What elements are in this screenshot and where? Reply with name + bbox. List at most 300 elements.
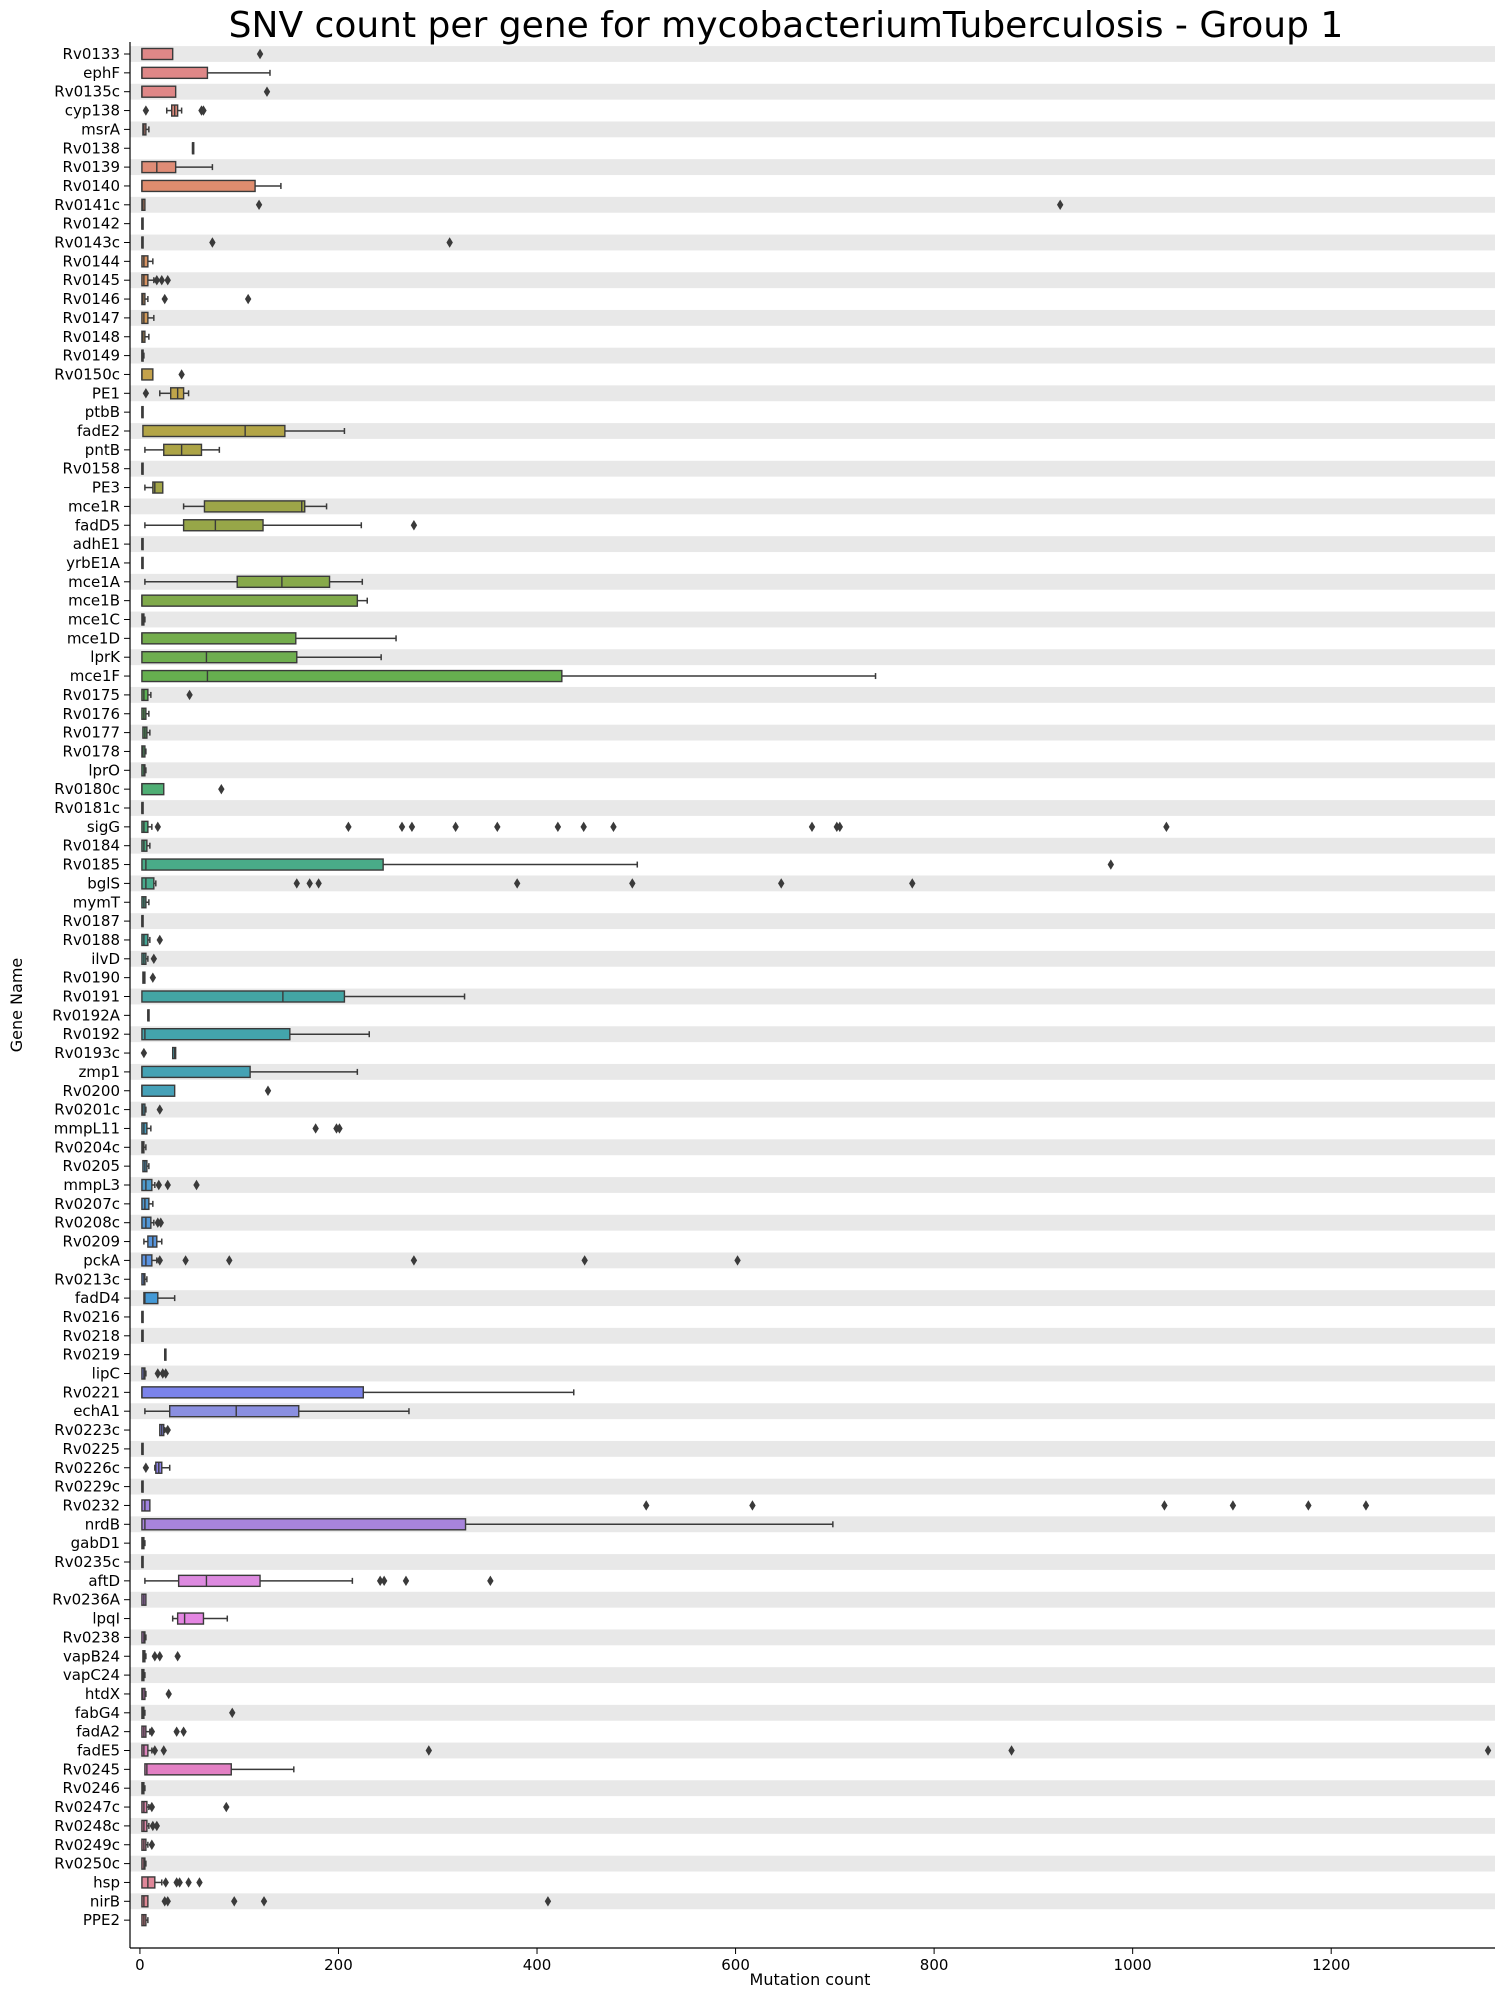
box-gabD1 bbox=[142, 1538, 145, 1549]
y-tick-label: fadA2 bbox=[76, 1722, 120, 1741]
outlier-point bbox=[487, 1576, 493, 1586]
box-iqr bbox=[142, 369, 153, 380]
outlier-point bbox=[223, 1802, 229, 1812]
box-Rv0146 bbox=[142, 294, 251, 305]
outlier-point bbox=[174, 1651, 180, 1661]
box-Rv0193c bbox=[141, 1048, 176, 1059]
outlier-point bbox=[196, 1877, 202, 1887]
outlier-point bbox=[610, 822, 616, 832]
box-Rv0229c bbox=[142, 1481, 143, 1492]
box-Rv0178 bbox=[142, 746, 146, 757]
y-tick-label: Rv0221 bbox=[62, 1383, 120, 1402]
box-Rv0223c bbox=[160, 1425, 171, 1436]
chart-title: SNV count per gene for mycobacteriumTuberculosis - Group 1 bbox=[228, 5, 1344, 46]
x-tick-label: 800 bbox=[919, 1956, 949, 1974]
y-tick-label: mce1B bbox=[68, 591, 120, 610]
y-tick-label: Rv0225 bbox=[62, 1439, 120, 1458]
outlier-point bbox=[809, 822, 815, 832]
row-band bbox=[130, 272, 1495, 288]
box-Rv0213c bbox=[142, 1274, 147, 1285]
y-tick-label: Rv0204c bbox=[54, 1138, 120, 1157]
outlier-point bbox=[345, 822, 351, 832]
outlier-point bbox=[1108, 859, 1114, 869]
box-Rv0144 bbox=[142, 256, 153, 267]
x-tick-label: 400 bbox=[522, 1956, 552, 1974]
box-iqr bbox=[142, 689, 148, 700]
row-band bbox=[130, 1667, 1495, 1683]
box-iqr bbox=[142, 784, 164, 795]
y-tick-label: mce1D bbox=[66, 629, 120, 648]
y-tick-label: yrbE1A bbox=[66, 553, 120, 572]
box-Rv0216 bbox=[142, 1311, 143, 1322]
y-tick-label: Rv0229c bbox=[54, 1477, 120, 1496]
box-Rv0236A bbox=[142, 1594, 146, 1605]
box-iqr bbox=[142, 821, 148, 832]
y-tick-label: Rv0219 bbox=[62, 1345, 120, 1364]
box-vapC24 bbox=[142, 1670, 145, 1681]
box-iqr bbox=[184, 520, 263, 531]
y-tick-label: Rv0144 bbox=[62, 252, 120, 271]
box-iqr bbox=[204, 501, 304, 512]
outlier-point bbox=[178, 369, 184, 379]
row-band bbox=[130, 536, 1495, 552]
box-Rv0190 bbox=[143, 972, 156, 983]
outlier-point bbox=[555, 822, 561, 832]
box-fadA2 bbox=[142, 1726, 187, 1737]
y-tick-label: adhE1 bbox=[72, 535, 120, 554]
row-band bbox=[130, 1177, 1495, 1193]
box-iqr bbox=[142, 652, 297, 663]
y-tick-label: hsp bbox=[93, 1873, 120, 1892]
box-mce1B bbox=[142, 595, 367, 606]
y-tick-label: cyp138 bbox=[64, 101, 120, 120]
y-tick-label: PE3 bbox=[91, 478, 120, 497]
outlier-point bbox=[149, 1840, 155, 1850]
box-iqr bbox=[237, 576, 329, 587]
outlier-point bbox=[403, 1576, 409, 1586]
row-band bbox=[130, 1328, 1495, 1344]
box-Rv0225 bbox=[142, 1443, 143, 1454]
y-tick-label: vapC24 bbox=[62, 1666, 120, 1685]
y-tick-label: Rv0148 bbox=[62, 327, 120, 346]
outlier-point bbox=[143, 105, 149, 115]
box-Rv0238 bbox=[142, 1632, 146, 1643]
y-tick-label: Rv0140 bbox=[62, 176, 120, 195]
y-tick-label: bglS bbox=[87, 874, 120, 893]
outlier-point bbox=[143, 1463, 149, 1473]
row-band bbox=[130, 1743, 1495, 1759]
y-tick-label: Rv0201c bbox=[54, 1100, 120, 1119]
box-yrbE1A bbox=[142, 557, 143, 568]
y-tick-label: nrdB bbox=[84, 1515, 120, 1534]
y-tick-label: mce1A bbox=[68, 572, 120, 591]
y-tick-label: Rv0143c bbox=[54, 233, 120, 252]
box-PPE2 bbox=[142, 1915, 148, 1926]
y-tick-label: Rv0188 bbox=[62, 930, 120, 949]
x-tick-label: 0 bbox=[135, 1956, 145, 1974]
row-band bbox=[130, 1592, 1495, 1608]
y-tick-label: Rv0147 bbox=[62, 308, 120, 327]
row-band bbox=[130, 498, 1495, 514]
box-iqr bbox=[142, 1066, 250, 1077]
y-tick-label: Rv0218 bbox=[62, 1326, 120, 1345]
y-tick-label: Rv0248c bbox=[54, 1816, 120, 1835]
x-tick-label: 1200 bbox=[1312, 1956, 1351, 1974]
y-tick-label: Rv0133 bbox=[62, 45, 120, 63]
outlier-point bbox=[749, 1500, 755, 1510]
y-tick-label: Rv0209 bbox=[62, 1232, 120, 1251]
box-iqr bbox=[142, 633, 296, 644]
box-sigG bbox=[142, 821, 1170, 832]
y-tick-label: Rv0158 bbox=[62, 459, 120, 478]
y-tick-label: Rv0139 bbox=[62, 158, 120, 177]
y-tick-label: PPE2 bbox=[82, 1911, 120, 1930]
y-tick-label: ilvD bbox=[91, 949, 120, 968]
outlier-point bbox=[265, 1086, 271, 1096]
box-iqr bbox=[142, 162, 176, 173]
box-mmpL11 bbox=[142, 1123, 343, 1134]
y-tick-label: Rv0226c bbox=[54, 1458, 120, 1477]
y-tick-label: lpqI bbox=[92, 1609, 120, 1628]
y-tick-label: mce1F bbox=[69, 667, 120, 686]
box-iqr bbox=[142, 859, 383, 870]
outlier-point bbox=[312, 1123, 318, 1133]
box-adhE1 bbox=[142, 539, 143, 550]
y-tick-label: Rv0181c bbox=[54, 799, 120, 817]
row-band bbox=[130, 725, 1495, 741]
row-band bbox=[130, 800, 1495, 816]
outlier-point bbox=[1230, 1500, 1236, 1510]
y-tick-label: Rv0213c bbox=[54, 1270, 120, 1289]
y-tick-label: echA1 bbox=[73, 1402, 120, 1421]
y-tick-label: fabG4 bbox=[74, 1703, 120, 1722]
outlier-point bbox=[155, 822, 161, 832]
y-tick-label: htdX bbox=[84, 1684, 120, 1703]
box-mce1D bbox=[142, 633, 396, 644]
y-tick-label: Rv0246 bbox=[62, 1779, 120, 1798]
box-Rv0142 bbox=[142, 218, 143, 229]
box-mce1C bbox=[142, 614, 145, 625]
row-band bbox=[130, 84, 1495, 100]
box-iqr bbox=[145, 1764, 231, 1775]
box-iqr bbox=[142, 180, 255, 191]
y-tick-label: zmp1 bbox=[78, 1062, 120, 1081]
row-band bbox=[130, 1893, 1495, 1909]
y-tick-label: Rv0150c bbox=[54, 365, 120, 384]
box-Rv0219 bbox=[165, 1349, 166, 1360]
y-tick-label: Rv0142 bbox=[62, 214, 120, 233]
outlier-point bbox=[1163, 822, 1169, 832]
y-tick-label: Rv0149 bbox=[62, 346, 120, 365]
y-tick-label: sigG bbox=[86, 817, 120, 836]
outlier-point bbox=[381, 1576, 387, 1586]
y-tick-label: Rv0216 bbox=[62, 1307, 120, 1326]
box-Rv0245 bbox=[145, 1764, 294, 1775]
box-Rv0185 bbox=[142, 859, 1114, 870]
box-iqr bbox=[142, 1519, 466, 1530]
outlier-point bbox=[163, 1877, 169, 1887]
box-Rv0250c bbox=[142, 1858, 146, 1869]
box-Rv0148 bbox=[142, 331, 149, 342]
box-iqr bbox=[142, 312, 148, 323]
row-band bbox=[130, 1479, 1495, 1495]
outlier-point bbox=[399, 822, 405, 832]
box-iqr bbox=[144, 1293, 158, 1304]
outlier-point bbox=[643, 1500, 649, 1510]
box-Rv0192A bbox=[148, 1010, 149, 1021]
row-band bbox=[130, 762, 1495, 778]
y-tick-label: Rv0187 bbox=[62, 912, 120, 931]
row-band bbox=[130, 159, 1495, 175]
y-tick-label: Rv0236A bbox=[52, 1590, 120, 1609]
box-pntB bbox=[145, 444, 219, 455]
y-tick-label: Rv0180c bbox=[54, 780, 120, 799]
box-iqr bbox=[142, 1745, 148, 1756]
row-band bbox=[130, 121, 1495, 137]
row-band bbox=[130, 875, 1495, 891]
y-tick-label: mce1R bbox=[67, 497, 120, 516]
y-tick-label: vapB24 bbox=[63, 1647, 120, 1666]
row-band bbox=[130, 310, 1495, 326]
row-shading bbox=[130, 46, 1495, 1909]
outlier-point bbox=[150, 972, 156, 982]
box-Rv0150c bbox=[142, 369, 185, 380]
outlier-point bbox=[494, 822, 500, 832]
outlier-point bbox=[165, 1425, 171, 1435]
box-aftD bbox=[145, 1575, 494, 1586]
x-tick-label: 1000 bbox=[1113, 1956, 1152, 1974]
row-band bbox=[130, 385, 1495, 401]
outlier-point bbox=[162, 294, 168, 304]
box-Rv0249c bbox=[142, 1839, 155, 1850]
y-tick-label: Rv0138 bbox=[62, 139, 120, 158]
row-band bbox=[130, 1290, 1495, 1306]
y-tick-label: msrA bbox=[81, 120, 120, 139]
row-band bbox=[130, 1366, 1495, 1382]
outlier-point bbox=[1363, 1500, 1369, 1510]
box-iqr bbox=[142, 878, 154, 889]
box-mce1R bbox=[184, 501, 327, 512]
y-tick-label: Rv0200 bbox=[62, 1081, 120, 1100]
box-iqr bbox=[178, 1613, 204, 1624]
y-tick-label: Rv0249c bbox=[54, 1835, 120, 1854]
box-Rv0246 bbox=[142, 1783, 145, 1794]
outlier-point bbox=[141, 1048, 147, 1058]
y-tick-label: fadE5 bbox=[76, 1741, 120, 1760]
outlier-point bbox=[452, 822, 458, 832]
box-Rv0158 bbox=[142, 463, 143, 474]
outlier-point bbox=[580, 822, 586, 832]
y-tick-label: Rv0205 bbox=[62, 1157, 120, 1176]
y-tick-label: lprK bbox=[90, 648, 120, 667]
box-Rv0218 bbox=[142, 1330, 143, 1341]
box-iqr bbox=[142, 934, 148, 945]
box-iqr bbox=[142, 1896, 148, 1907]
row-band bbox=[130, 46, 1495, 62]
box-iqr bbox=[142, 275, 148, 286]
y-tick-label: Rv0238 bbox=[62, 1628, 120, 1647]
box-iqr bbox=[142, 991, 345, 1002]
box-Rv0205 bbox=[143, 1161, 149, 1172]
y-tick-label: fadD5 bbox=[74, 516, 120, 535]
box-Rv0207c bbox=[142, 1198, 153, 1209]
outlier-point bbox=[149, 1802, 155, 1812]
y-tick-label: Rv0192 bbox=[62, 1025, 120, 1044]
y-tick-label: Rv0192A bbox=[52, 1006, 120, 1025]
row-band bbox=[130, 612, 1495, 628]
y-tick-label: Rv0141c bbox=[54, 195, 120, 214]
box-Rv0221 bbox=[142, 1387, 574, 1398]
y-tick-label: Rv0193c bbox=[54, 1044, 120, 1063]
box-Rv0180c bbox=[142, 784, 225, 795]
box-iqr bbox=[143, 426, 285, 437]
y-tick-label: Rv0145 bbox=[62, 271, 120, 290]
box-iqr bbox=[142, 1029, 290, 1040]
box-iqr bbox=[142, 671, 562, 682]
box-fadD5 bbox=[145, 520, 417, 531]
box-Rv0188 bbox=[142, 934, 163, 945]
row-band bbox=[130, 951, 1495, 967]
y-tick-label: ephF bbox=[83, 63, 120, 82]
y-tick-label: nirB bbox=[89, 1892, 120, 1911]
box-Rv0200 bbox=[142, 1085, 271, 1096]
x-tick-label: 200 bbox=[324, 1956, 353, 1974]
y-tick-label: PE1 bbox=[91, 384, 120, 403]
box-iqr bbox=[164, 444, 202, 455]
y-tick-label: Rv0191 bbox=[62, 987, 120, 1006]
box-Rv0140 bbox=[142, 180, 281, 191]
box-mce1F bbox=[142, 671, 876, 682]
row-band bbox=[130, 838, 1495, 854]
outlier-point bbox=[173, 1726, 179, 1736]
box-iqr bbox=[142, 1085, 175, 1096]
y-tick-label: Rv0146 bbox=[62, 290, 120, 309]
y-axis bbox=[52, 42, 130, 1948]
box-mymT bbox=[142, 897, 149, 908]
box-Rv0235c bbox=[142, 1557, 143, 1568]
y-tick-label: Rv0207c bbox=[54, 1194, 120, 1213]
box-iqr bbox=[142, 1387, 363, 1398]
y-tick-label: pckA bbox=[83, 1251, 120, 1270]
row-band bbox=[130, 1780, 1495, 1796]
row-band bbox=[130, 235, 1495, 251]
y-tick-label: Rv0176 bbox=[62, 704, 120, 723]
y-tick-label: Rv0235c bbox=[54, 1553, 120, 1571]
y-tick-label: Rv0190 bbox=[62, 968, 120, 987]
y-tick-label: mymT bbox=[72, 893, 120, 912]
row-band bbox=[130, 1818, 1495, 1834]
row-band bbox=[130, 1705, 1495, 1721]
box-Rv0232 bbox=[142, 1500, 1369, 1511]
y-tick-label: mce1C bbox=[67, 610, 120, 629]
y-tick-label: Rv0208c bbox=[54, 1213, 120, 1232]
box-Rv0226c bbox=[143, 1462, 170, 1473]
box-iqr bbox=[142, 1255, 152, 1266]
box-iqr bbox=[142, 1180, 152, 1191]
box-iqr bbox=[170, 1406, 299, 1417]
box-ptbB bbox=[142, 407, 143, 418]
box-Rv0149 bbox=[142, 350, 144, 361]
row-band bbox=[130, 197, 1495, 213]
y-tick-label: fadE2 bbox=[76, 422, 120, 440]
row-band bbox=[130, 1441, 1495, 1457]
box-PE3 bbox=[145, 482, 163, 493]
outlier-point bbox=[157, 1651, 163, 1661]
y-tick-label: fadD4 bbox=[74, 1289, 120, 1308]
box-Rv0187 bbox=[142, 916, 143, 927]
row-band bbox=[130, 1856, 1495, 1872]
y-tick-label: Rv0175 bbox=[62, 685, 120, 704]
y-tick-label: lprO bbox=[88, 761, 120, 780]
box-iqr bbox=[142, 86, 176, 97]
outlier-point bbox=[1161, 1500, 1167, 1510]
y-tick-label: Rv0184 bbox=[62, 836, 120, 855]
row-band bbox=[130, 1554, 1495, 1570]
box-vapB24 bbox=[143, 1651, 181, 1662]
row-band bbox=[130, 1139, 1495, 1155]
box-Rv0176 bbox=[142, 708, 149, 719]
x-tick-label: 600 bbox=[721, 1956, 750, 1974]
y-tick-label: pntB bbox=[84, 440, 120, 459]
box-lpqI bbox=[173, 1613, 228, 1624]
box-iqr bbox=[142, 595, 357, 606]
outlier-point bbox=[166, 1689, 172, 1699]
y-axis-label: Gene Name bbox=[7, 957, 26, 1053]
box-iqr bbox=[142, 67, 208, 78]
y-tick-label: Rv0223c bbox=[54, 1421, 120, 1440]
y-tick-label: aftD bbox=[88, 1571, 120, 1590]
box-cyp138 bbox=[143, 105, 207, 116]
x-axis-label: Mutation count bbox=[749, 1970, 871, 1989]
outlier-point bbox=[185, 1877, 191, 1887]
row-band bbox=[130, 1215, 1495, 1231]
box-Rv0181c bbox=[142, 803, 143, 814]
row-band bbox=[130, 913, 1495, 929]
box-Rv0247c bbox=[142, 1802, 230, 1813]
box-iqr bbox=[142, 256, 148, 267]
outlier-point bbox=[149, 1726, 155, 1736]
y-tick-label: Rv0232 bbox=[62, 1496, 120, 1515]
y-tick-label: Rv0247c bbox=[54, 1798, 120, 1817]
y-tick-label: Rv0177 bbox=[62, 723, 120, 742]
y-tick-label: ptbB bbox=[84, 403, 120, 422]
y-tick-label: Rv0135c bbox=[54, 82, 120, 101]
box-htdX bbox=[142, 1688, 172, 1699]
outlier-point bbox=[180, 1726, 186, 1736]
box-hsp bbox=[142, 1877, 203, 1888]
y-tick-label: lipC bbox=[91, 1364, 120, 1383]
box-Rv0209 bbox=[144, 1236, 162, 1247]
box-ephF bbox=[142, 67, 270, 78]
outlier-point bbox=[245, 294, 251, 304]
y-tick-label: Rv0250c bbox=[54, 1854, 120, 1873]
y-tick-label: mmpL3 bbox=[63, 1176, 120, 1194]
y-tick-label: gabD1 bbox=[70, 1534, 120, 1553]
outlier-point bbox=[411, 520, 417, 530]
row-band bbox=[130, 1252, 1495, 1268]
row-band bbox=[130, 1629, 1495, 1645]
y-tick-label: Rv0185 bbox=[62, 855, 120, 874]
row-band bbox=[130, 348, 1495, 364]
row-band bbox=[130, 1102, 1495, 1118]
outlier-point bbox=[218, 784, 224, 794]
box-iqr bbox=[142, 49, 173, 60]
outlier-point bbox=[157, 935, 163, 945]
box-Rv0138 bbox=[193, 143, 194, 154]
row-band bbox=[130, 687, 1495, 703]
y-tick-label: Rv0245 bbox=[62, 1760, 120, 1779]
box-iqr bbox=[179, 1575, 260, 1586]
